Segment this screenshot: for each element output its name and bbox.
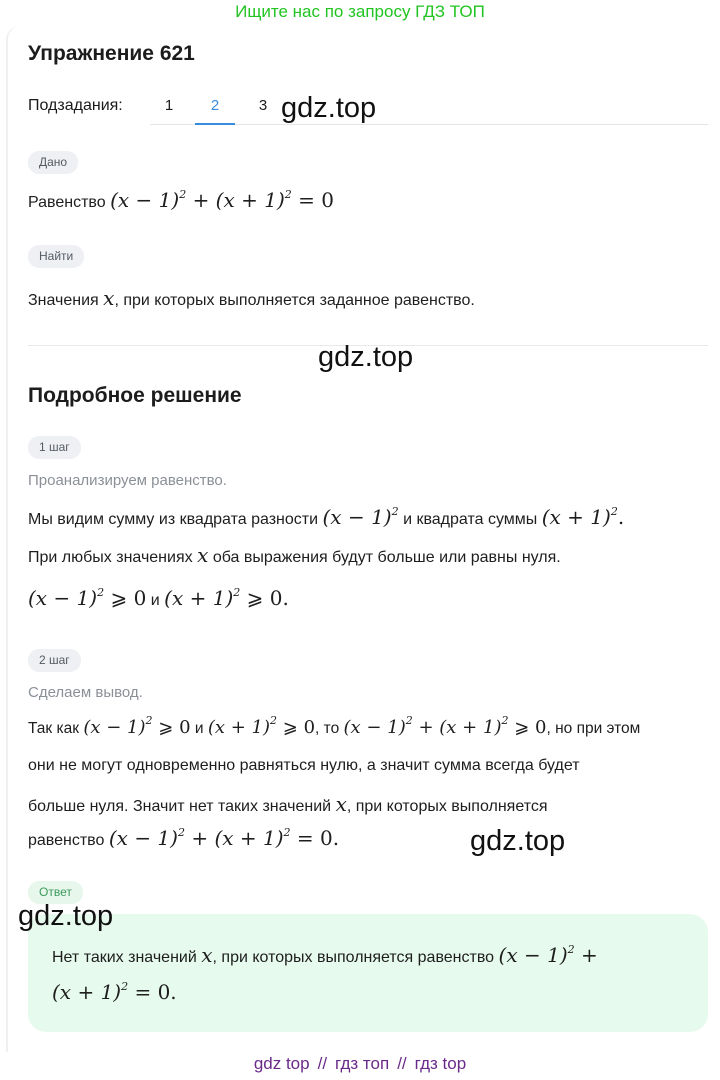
step1-var-x: x xyxy=(197,543,209,567)
step1-line3 xyxy=(28,586,289,610)
step1-ineq-1: $(x - 1)^2$ ⩾ 0 xyxy=(28,586,147,610)
step2-chip: 2 шаг xyxy=(28,649,81,672)
given-chip: Дано xyxy=(28,151,78,174)
answer-text-a: Нет таких значений xyxy=(52,949,197,966)
footer-link-3[interactable]: гдз top xyxy=(414,1054,467,1073)
footer-link-1[interactable]: gdz top xyxy=(253,1054,310,1073)
step2-line1-end: , но при этом xyxy=(546,720,641,737)
subtasks-label: Подзадания: xyxy=(28,97,123,114)
step2-line3-text-b: , при которых выполняется xyxy=(346,798,548,815)
step1-line2-text-a: При любых значениях xyxy=(28,549,193,566)
step2-line4 xyxy=(28,826,339,850)
tab-subtask-2[interactable]: 2 xyxy=(210,97,220,114)
step1-formula-sum: $(x + 1)^2$. xyxy=(541,505,625,529)
search-banner: Ищите нас по запросу ГДЗ ТОП xyxy=(235,2,485,21)
step2-var-x: x xyxy=(335,792,347,816)
answer-chip: Ответ xyxy=(28,881,83,904)
tab-subtask-1[interactable]: 1 xyxy=(164,97,174,114)
page-title: Упражнение 621 xyxy=(28,42,195,65)
answer-line2 xyxy=(52,980,177,1004)
exercise-card xyxy=(6,26,720,1052)
step1-line1-text-b: и квадрата суммы xyxy=(403,511,538,528)
answer-line1 xyxy=(52,943,598,967)
step1-line2-text-b: оба выражения будут больше или равны нуля. xyxy=(212,549,561,566)
find-suffix: , при которых выполняется заданное равенство. xyxy=(114,292,475,309)
step2-line3 xyxy=(28,792,548,816)
given-prefix: Равенство xyxy=(28,194,106,211)
find-prefix: Значения xyxy=(28,292,99,309)
step1-hint: Проанализируем равенство. xyxy=(28,472,227,489)
solution-title: Подробное решение xyxy=(28,384,242,407)
step1-and: и xyxy=(150,592,160,609)
step2-line1-to: , то xyxy=(315,720,340,737)
find-chip: Найти xyxy=(28,245,84,268)
active-tab-indicator xyxy=(195,123,235,125)
find-statement xyxy=(28,286,475,310)
step2-final-formula: $(x - 1)^2 + (x + 1)^2 = 0$. xyxy=(108,826,340,850)
step2-line1-and: и xyxy=(194,720,204,737)
watermark-3: gdz.top xyxy=(470,825,566,857)
step1-formula-diff: $(x - 1)^2$ xyxy=(322,505,399,529)
given-statement xyxy=(28,188,334,212)
answer-formula-part2: $(x + 1)^2 = 0$. xyxy=(52,980,177,1004)
answer-formula-part1: $(x - 1)^2$ + xyxy=(498,943,598,967)
footer-links xyxy=(0,1054,720,1074)
step2-ineq-3: $(x - 1)^2 + (x + 1)^2$ ⩾ 0 xyxy=(343,714,547,738)
watermark-4: gdz.top xyxy=(18,900,114,932)
answer-box xyxy=(28,914,708,1032)
answer-text-b: , при которых выполняется равенство xyxy=(212,949,495,966)
step1-line2 xyxy=(28,543,561,567)
step2-ineq-1: $(x - 1)^2$ ⩾ 0 xyxy=(83,714,191,738)
step2-line4-text-a: равенство xyxy=(28,832,105,849)
footer-sep-1: // xyxy=(317,1054,328,1073)
step2-line2: они не могут одновременно равняться нулю, а значит сумма всегда будет xyxy=(28,757,580,774)
step2-line3-text-a: больше нуля. Значит нет таких значений xyxy=(28,798,332,815)
step2-line1-text-a: Так как xyxy=(28,720,80,737)
step2-hint: Сделаем вывод. xyxy=(28,684,143,701)
footer-link-2[interactable]: гдз топ xyxy=(335,1054,390,1073)
watermark-2: gdz.top xyxy=(318,341,414,373)
given-formula: $(x - 1)^2 + (x + 1)^2 = 0$ xyxy=(110,188,334,212)
answer-var-x: x xyxy=(201,943,213,967)
step1-line1-text-a: Мы видим сумму из квадрата разности xyxy=(28,511,319,528)
step1-line1 xyxy=(28,505,624,529)
watermark-1: gdz.top xyxy=(281,92,377,124)
step1-chip: 1 шаг xyxy=(28,436,81,459)
step2-line1 xyxy=(28,714,641,738)
step2-ineq-2: $(x + 1)^2$ ⩾ 0 xyxy=(207,714,316,738)
step1-ineq-2: $(x + 1)^2$ ⩾ 0. xyxy=(164,586,289,610)
find-var: x xyxy=(103,286,115,310)
tab-subtask-3[interactable]: 3 xyxy=(258,97,268,114)
footer-sep-2: // xyxy=(397,1054,407,1073)
